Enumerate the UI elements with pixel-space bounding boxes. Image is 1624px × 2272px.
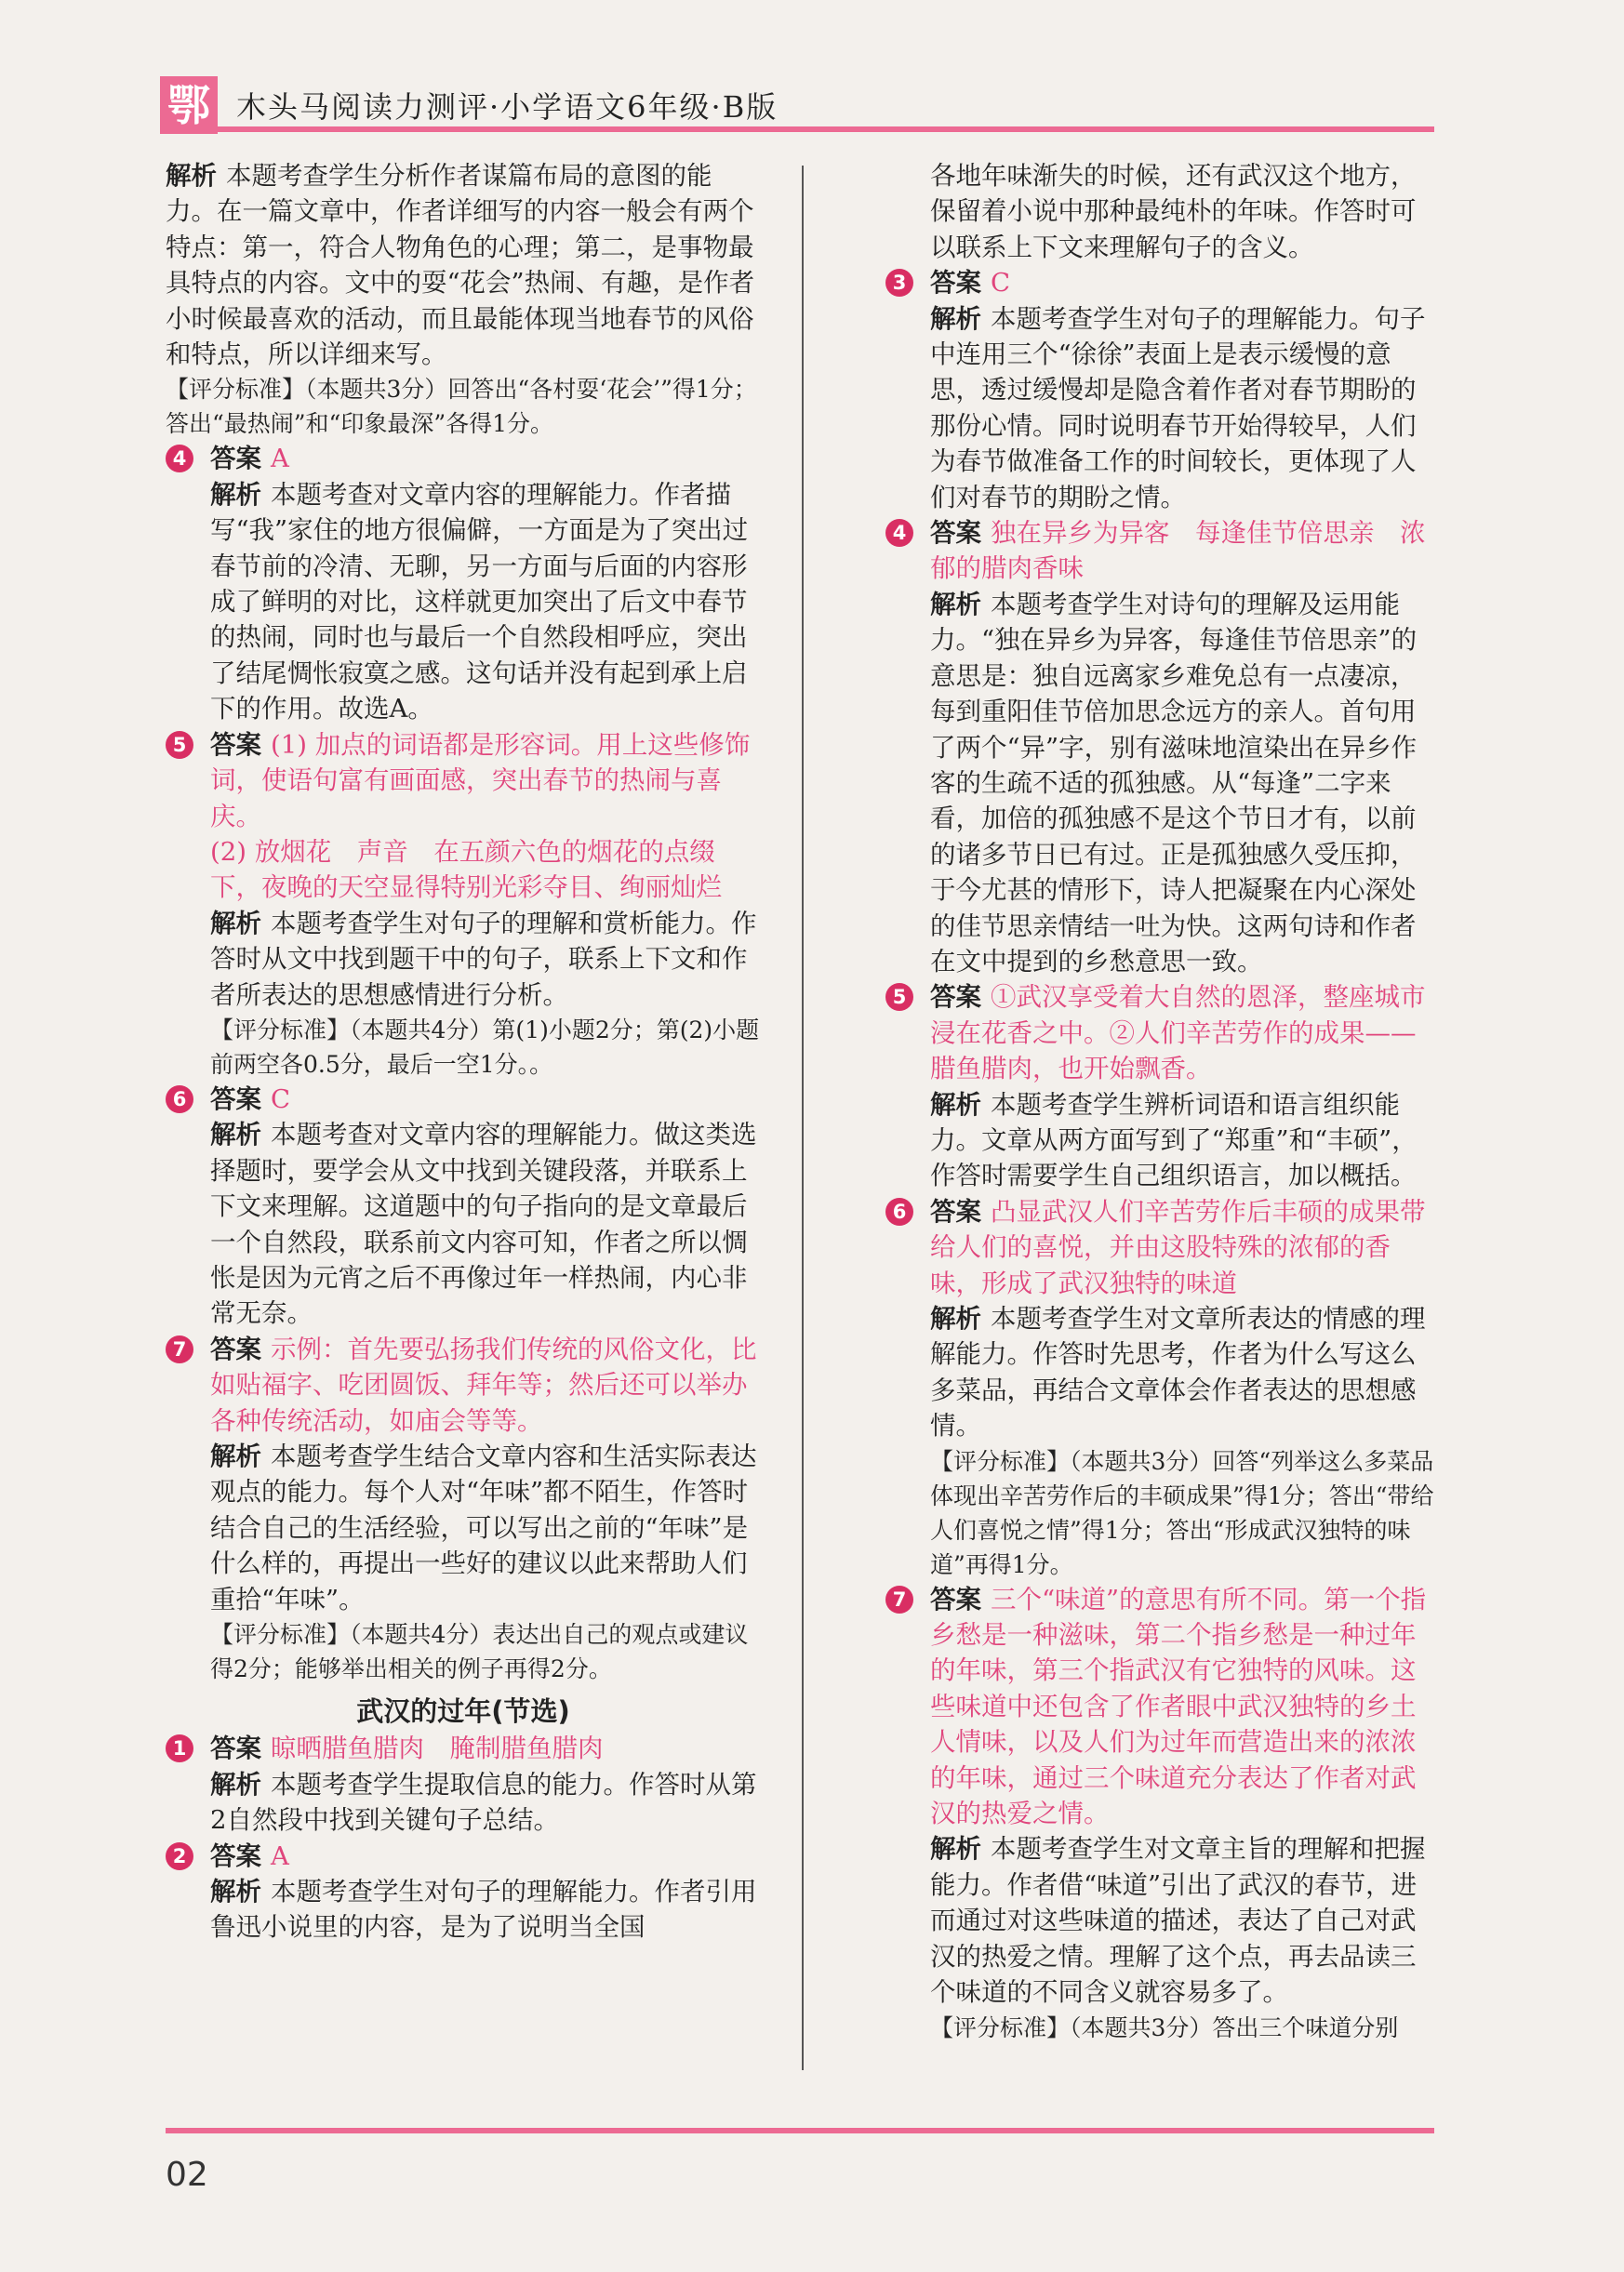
question-4 — [166, 441, 761, 726]
question-5 — [166, 727, 761, 1082]
answer-label: 答案 — [210, 1083, 261, 1114]
analysis-text: 本题考查学生提取信息的能力。作答时从第2自然段中找到关键句子总结。 — [210, 1769, 757, 1836]
question-number-badge: 4 — [166, 445, 193, 472]
answer-label: 答案 — [210, 1840, 261, 1871]
answer-text: 晾晒腊鱼腊肉 腌制腊鱼腊肉 — [271, 1734, 604, 1764]
section-title: 武汉的过年(节选) — [356, 1695, 570, 1728]
book-title: 木头马阅读力测评·小学语文6年级·B版 — [236, 89, 779, 125]
section-question-7 — [885, 1582, 1436, 2045]
analysis-label: 解析 — [210, 479, 261, 510]
page-header — [160, 76, 1434, 134]
question-6 — [166, 1082, 761, 1332]
analysis-text: 本题考查学生辨析词语和语言组织能力。文章从两方面写到了“郑重”和“丰硕”，作答时需要学生自己组织语言，加以概括。 — [930, 1089, 1418, 1191]
question-number-badge: 1 — [166, 1734, 193, 1762]
answer-label: 答案 — [210, 729, 261, 760]
analysis-label: 解析 — [210, 908, 261, 938]
answer-text: ①武汉享受着大自然的恩泽，整座城市浸在花香之中。②人们辛苦劳作的成果——腊鱼腊肉，也开始飘香。 — [930, 982, 1426, 1084]
analysis-label: 解析 — [166, 161, 217, 191]
footer-rule — [166, 2128, 1434, 2133]
continued-analysis: 各地年味渐失的时候，还有武汉这个地方，保留着小说中那种最纯朴的年味。作答时可以联系上下文来理解句子的含义。 — [930, 161, 1417, 262]
question-number-badge: 5 — [166, 731, 193, 759]
column-divider — [802, 166, 804, 2070]
answer-text: A — [271, 1840, 289, 1871]
analysis-label: 解析 — [210, 1120, 261, 1150]
score-standard: 【评分标准】（本题共4分）表达出自己的观点或建议得2分；能够举出相关的例子再得2分。 — [210, 1621, 749, 1683]
question-number-badge: 2 — [166, 1842, 193, 1870]
analysis-text: 本题考查学生对句子的理解能力。句子中连用三个“徐徐”表面上是表示缓慢的意思，透过缓慢却是隐含着作者对春节期盼的那份心情。同时说明春节开始得较早，人们为春节做准备工作的时间较长，更体现了人们对春节的期盼之情。 — [930, 303, 1426, 512]
analysis-text: 本题考查学生对句子的理解和赏析能力。作答时从文中找到题干中的句子，联系上下文和作者所表达的思想感情进行分析。 — [210, 908, 757, 1010]
score-standard: 【评分标准】（本题共4分）第(1)小题2分；第(2)小题前两空各0.5分，最后一空1分。。 — [210, 1016, 760, 1078]
analysis-text: 本题考查对文章内容的理解能力。作者描写“我”家住的地方很偏僻，一方面是为了突出过春节前的冷清、无聊，另一方面与后面的内容形成了鲜明的对比，这样就更加突出了后文中春节的热闹，同时也与最后一个自然段相呼应，突出了结尾惆怅寂寞之感。这句话并没有起到承上启下的作用。故选A。 — [210, 479, 749, 724]
page-number: 02 — [166, 2156, 208, 2194]
question-number-badge: 6 — [166, 1085, 193, 1113]
analysis-text: 本题考查学生对诗句的理解及运用能力。“独在异乡为异客，每逢佳节倍思亲”的意思是：独自远离家乡难免总有一点凄凉，每到重阳佳节倍加思念远方的亲人。首句用了两个“异”字，别有滋味地渲染出在异乡作客的生疏不适的孤独感。从“每逢”二字来看，加倍的孤独感不是这个节日才有，以前的诸多节日已有过。正是孤独感久受压抑，于今尤甚的情形下，诗人把凝聚在内心深处的佳节思亲情结一吐为快。这两句诗和作者在文中提到的乡愁意思一致。 — [930, 589, 1418, 977]
analysis-label: 解析 — [210, 1442, 261, 1471]
answer-text-2: (2) 放烟花 声音 在五颜六色的烟花的点缀下，夜晚的天空显得特别光彩夺目、绚丽灿烂 — [210, 836, 722, 903]
score-standard: 【评分标准】（本题共3分）回答“列举这么多菜品体现出辛苦劳作后的丰硕成果”得1分；答出“带给人们喜悦之情”得1分；答出“形成武汉独特的味道”再得1分。 — [930, 1447, 1434, 1578]
answer-text: (1) 加点的词语都是形容词。用上这些修饰词，使语句富有画面感，突出春节的热闹与喜庆。 — [210, 729, 751, 831]
analysis-label: 解析 — [930, 303, 981, 334]
analysis-label: 解析 — [930, 1304, 981, 1334]
answer-label: 答案 — [930, 1584, 981, 1614]
answer-label: 答案 — [930, 982, 981, 1013]
question-number-badge: 7 — [166, 1335, 193, 1363]
analysis-text: 本题考查学生对句子的理解能力。作者引用鲁迅小说里的内容，是为了说明当全国 — [210, 1877, 757, 1943]
analysis-label: 解析 — [210, 1769, 261, 1800]
section-question-1 — [166, 1731, 761, 1838]
answer-text: 示例：首先要弘扬我们传统的风俗文化，比如贴福字、吃团圆饭、拜年等；然后还可以举办各种传统活动，如庙会等等。 — [210, 1334, 757, 1436]
analysis-text: 本题考查学生对文章所表达的情感的理解能力。作答时先思考，作者为什么写这么多菜品，再结合文章体会作者表达的思想感情。 — [930, 1304, 1426, 1442]
answer-label: 答案 — [930, 518, 981, 549]
answer-text: C — [991, 268, 1011, 299]
left-column — [166, 158, 761, 1946]
question-number-badge: 5 — [885, 983, 913, 1011]
analysis-text: 本题考查学生结合文章内容和生活实际表达观点的能力。每个人对“年味”都不陌生，作答时结合自己的生活经验，可以写出之前的“年味”是什么样的，再提出一些好的建议以此来帮助人们重拾“年味”。 — [210, 1442, 757, 1614]
score-standard: 【评分标准】（本题共3分）回答出“各村耍‘花会’”得1分；答出“最热闹”和“印象最深”各得1分。 — [166, 376, 757, 438]
answer-text: A — [271, 444, 289, 474]
section-question-3 — [885, 265, 1436, 515]
answer-text: 凸显武汉人们辛苦劳作后丰硕的成果带给人们的喜悦，并由这股特殊的浓郁的香味，形成了武汉独特的味道 — [930, 1196, 1426, 1298]
score-standard: 【评分标准】（本题共3分）答出三个味道分别 — [930, 2013, 1399, 2041]
analysis-text: 本题考查学生对文章主旨的理解和把握能力。作者借“味道”引出了武汉的春节，进而通过对这些味道的描述，表达了自己对武汉的热爱之情。理解了这个点，再去品读三个味道的不同含义就容易多了。 — [930, 1834, 1426, 2008]
question-number-badge: 6 — [885, 1198, 913, 1226]
section-question-5 — [885, 979, 1436, 1193]
analysis-label: 解析 — [210, 1877, 261, 1907]
answer-label: 答案 — [210, 444, 261, 474]
analysis-text: 本题考查学生分析作者谋篇布局的意图的能力。在一篇文章中，作者详细写的内容一般会有两个特点：第一，符合人物角色的心理；第二，是事物最具特点的内容。文中的耍“花会”热闹、有趣，是作者小时候最喜欢的活动，而且最能体现当地春节的风俗和特点，所以详细来写。 — [166, 161, 755, 370]
section-question-2 — [166, 1839, 761, 1946]
answer-text: C — [271, 1083, 291, 1114]
analysis-label: 解析 — [930, 589, 981, 619]
answer-text: 三个“味道”的意思有所不同。第一个指乡愁是一种滋味，第二个指乡愁是一种过年的年味，第三个指武汉有它独特的风味。这些味道中还包含了作者眼中武汉独特的乡土人情味，以及人们为过年而营造出来的浓浓的年味，通过三个味道充分表达了作者对武汉的热爱之情。 — [930, 1584, 1427, 1829]
section-question-6 — [885, 1194, 1436, 1582]
answer-label: 答案 — [930, 268, 981, 299]
analysis-label: 解析 — [930, 1089, 981, 1120]
question-number-badge: 4 — [885, 519, 913, 547]
answer-text: 独在异乡为异客 每逢佳节倍思亲 浓郁的腊肉香味 — [930, 518, 1426, 584]
analysis-label: 解析 — [930, 1834, 981, 1865]
question-7 — [166, 1332, 761, 1686]
province-logo: 鄂 — [160, 76, 218, 134]
intro-block — [166, 158, 761, 441]
answer-label: 答案 — [930, 1196, 981, 1227]
header-rule — [218, 126, 1434, 132]
section-question-4 — [885, 515, 1436, 979]
answer-label: 答案 — [210, 1334, 261, 1364]
question-number-badge: 7 — [885, 1586, 913, 1614]
question-number-badge: 3 — [885, 269, 913, 297]
right-column — [885, 158, 1436, 2045]
answer-label: 答案 — [210, 1734, 261, 1764]
analysis-text: 本题考查对文章内容的理解能力。做这类选择题时，要学会从文中找到关键段落，并联系上下文来理解。这道题中的句子指向的是文章最后一个自然段，联系前文内容可知，作者之所以惆怅是因为元宵之后不再像过年一样热闹，内心非常无奈。 — [210, 1120, 757, 1329]
